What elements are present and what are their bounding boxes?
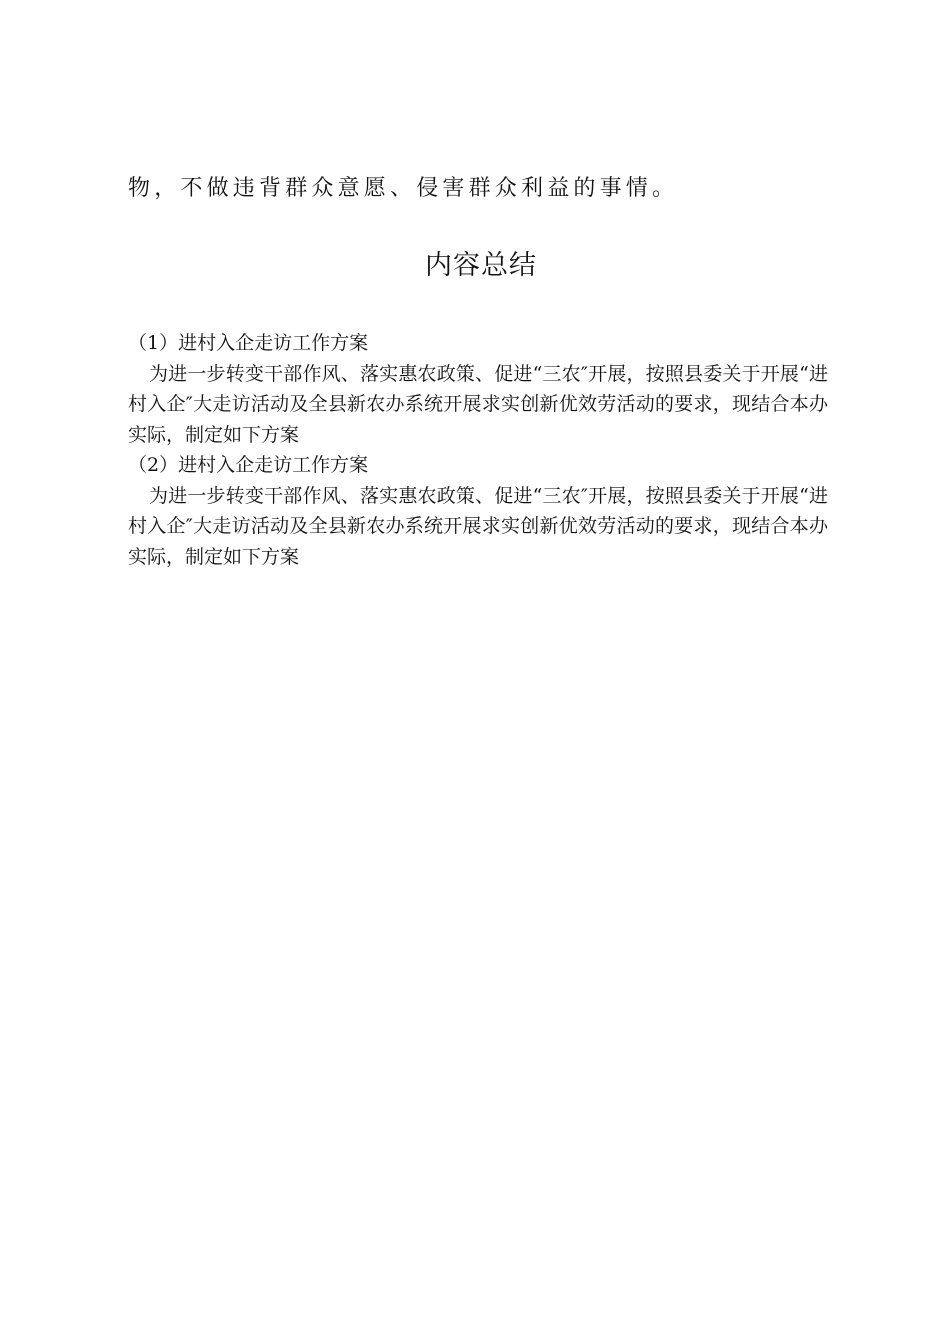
item-heading: （1）进村入企走访工作方案 [128,332,369,354]
item-body: 为进一步转变干部作风、落实惠农政策、促进“三农″开展，按照县委关于开展“进村入企″大走访活动及全县新农办系统开展求实创新优效劳活动的要求，现结合本办实际，制定如下方案 [128,362,828,446]
continuation-text: 物，不做违背群众意愿、侵害群众利益的事情。 [128,176,679,201]
summary-title: 内容总结 [425,250,537,281]
item-body: 为进一步转变干部作风、落实惠农政策、促进“三农″开展，按照县委关于开展“进村入企″大走访活动及全县新农办系统开展求实创新优效劳活动的要求，现结合本办实际，制定如下方案 [128,484,828,568]
summary-body [128,328,828,572]
item-heading: （2）进村入企走访工作方案 [128,454,369,476]
